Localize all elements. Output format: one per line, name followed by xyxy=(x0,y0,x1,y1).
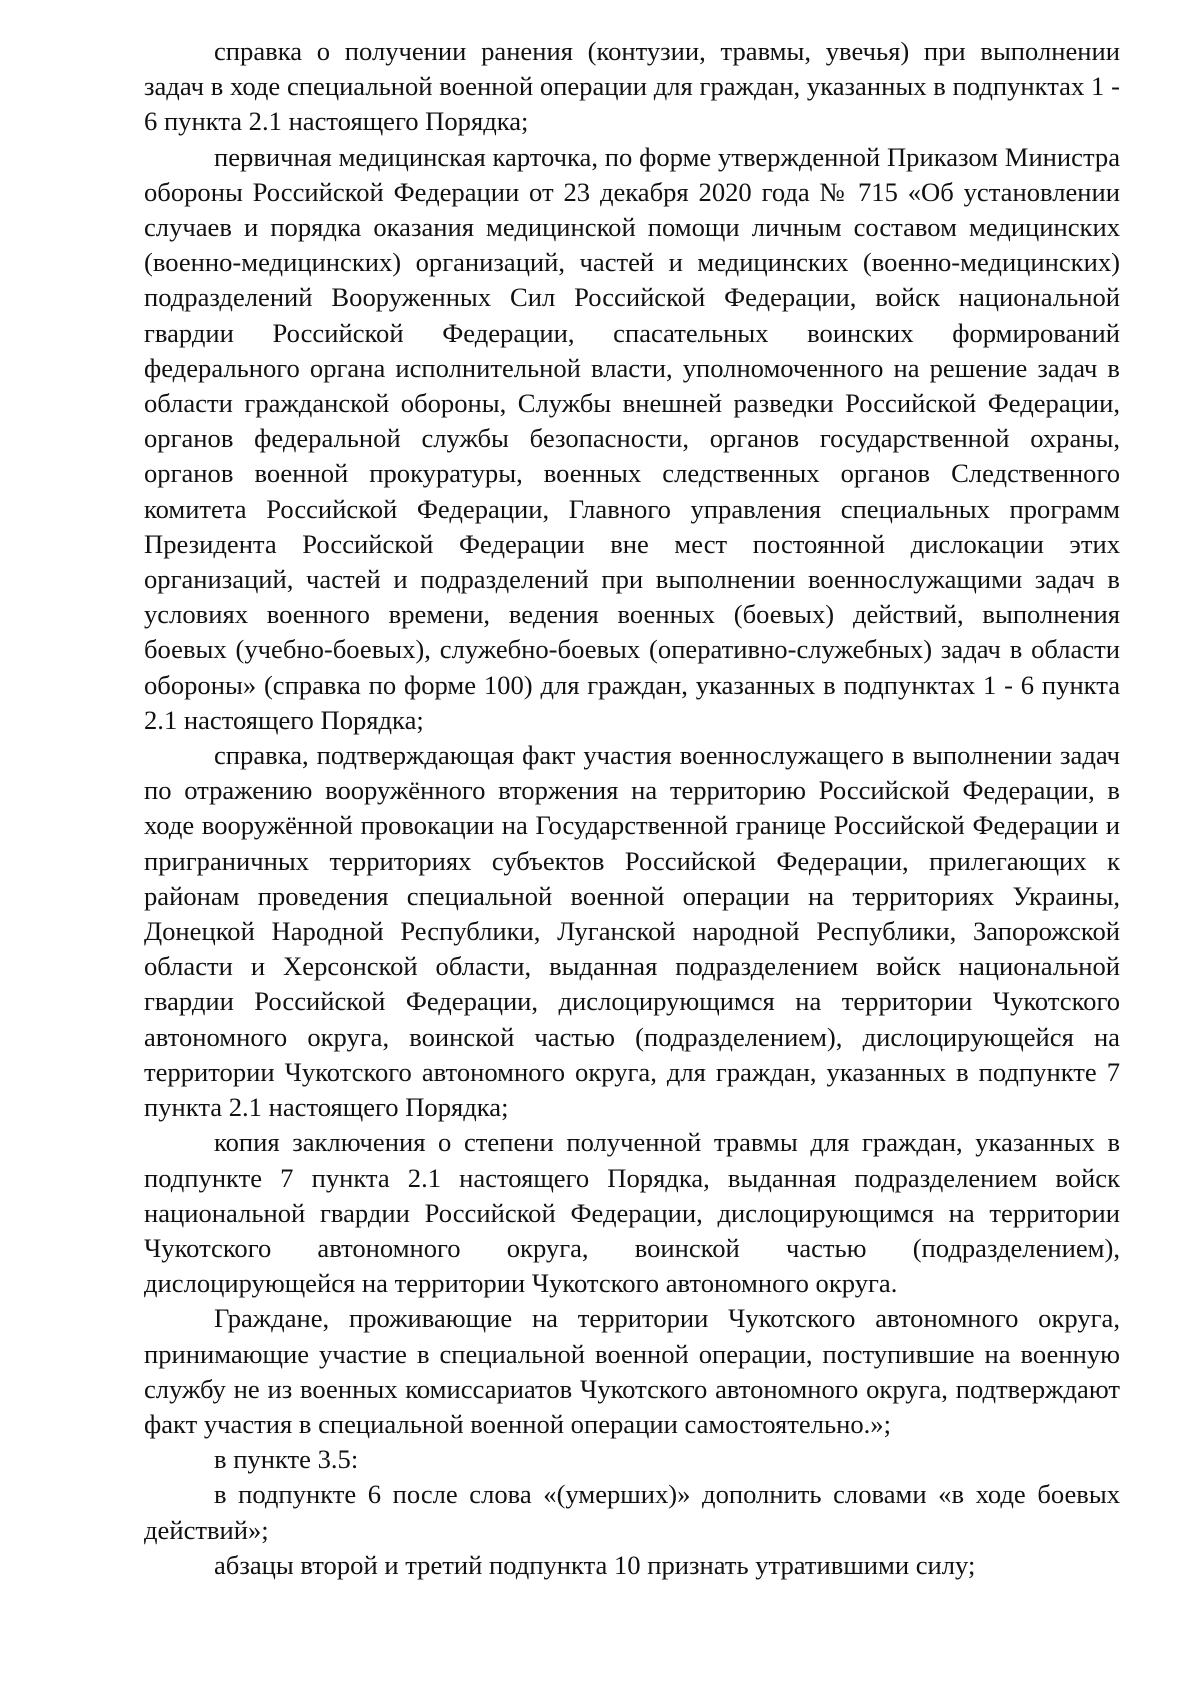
paragraph-medical-card: первичная медицинская карточка, по форме утвержденной Приказом Министра обороны Российской Федерации от 23 декабря 2020 года № 715 «Об установлении случаев и порядка оказания медицинской помощи личным составом медицинских (военно-медицинских) организаций, частей и медицинских (военно-медицинских) подразделений Вооруженных Сил Российской Федерации, войск национальной гвардии Российской Федерации, спасательных воинских формирований федерального органа исполнительной власти, уполномоченного на решение задач в области гражданской обороны, Службы внешней разведки Российской Федерации, органов федеральной службы безопасности, органов государственной охраны, органов военной прокуратуры, военных следственных органов Следственного комитета Российской Федерации, Главного управления специальных программ Президента Российской Федерации вне мест постоянной дислокации этих организаций, частей и подразделений при выполнении военнослужащими задач в условиях военного времени, ведения военных (боевых) действий, выполнения боевых (учебно-боевых), служебно-боевых (оперативно-служебных) задач в области обороны» (справка по форме 100) для граждан, указанных в подпунктах 1 - 6 пункта 2.1 настоящего Порядка; xyxy=(144,141,1120,735)
paragraph-injury-conclusion-copy: копия заключения о степени полученной травмы для граждан, указанных в подпункте 7 пункта 2.1 настоящего Порядка, выданная подразделением войск национальной гвардии Российской Федерации, дислоцирующимся на территории Чукотского автономного округа, воинской частью (подразделением), дислоцирующейся на территории Чукотского автономного округа. xyxy=(144,1127,1120,1299)
paragraph-subclause-6-amendment: в подпункте 6 после слова «(умерших)» дополнить словами «в ходе боевых действий»; xyxy=(144,1479,1120,1545)
paragraph-clause-3-5: в пункте 3.5: xyxy=(214,1444,359,1475)
paragraph-participation-certificate: справка, подтверждающая факт участия военнослужащего в выполнении задач по отражению вооружённого вторжения на территорию Российской Федерации, в ходе вооружённой провокации на Государственной границе Российской Федерации и приграничных территориях субъектов Российской Федерации, прилегающих к районам проведения специальной военной операции на территориях Украины, Донецкой Народной Республики, Луганской народной Республики, Запорожской области и Херсонской области, выданная подразделением войск национальной гвардии Российской Федерации, дислоцирующимся на территории Чукотского автономного округа, воинской частью (подразделением), дислоцирующейся на территории Чукотского автономного округа, для граждан, указанных в подпункте 7 пункта 2.1 настоящего Порядка; xyxy=(144,740,1120,1123)
paragraph-citizens-self-confirm: Граждане, проживающие на территории Чукотского автономного округа, принимающие участие в специальной военной операции, поступившие на военную службу не из военных комиссариатов Чукотского автономного округа, подтверждают факт участия в специальной военной операции самостоятельно.»; xyxy=(144,1303,1120,1439)
paragraph-wound-certificate: справка о получении ранения (контузии, травмы, увечья) при выполнении задач в ходе специальной военной операции для граждан, указанных в подпунктах 1 - 6 пункта 2.1 настоящего Порядка; xyxy=(144,36,1120,137)
document-page xyxy=(144,34,1120,1583)
paragraph-subclause-10-repeal: абзацы второй и третий подпункта 10 признать утратившими силу; xyxy=(214,1549,976,1580)
